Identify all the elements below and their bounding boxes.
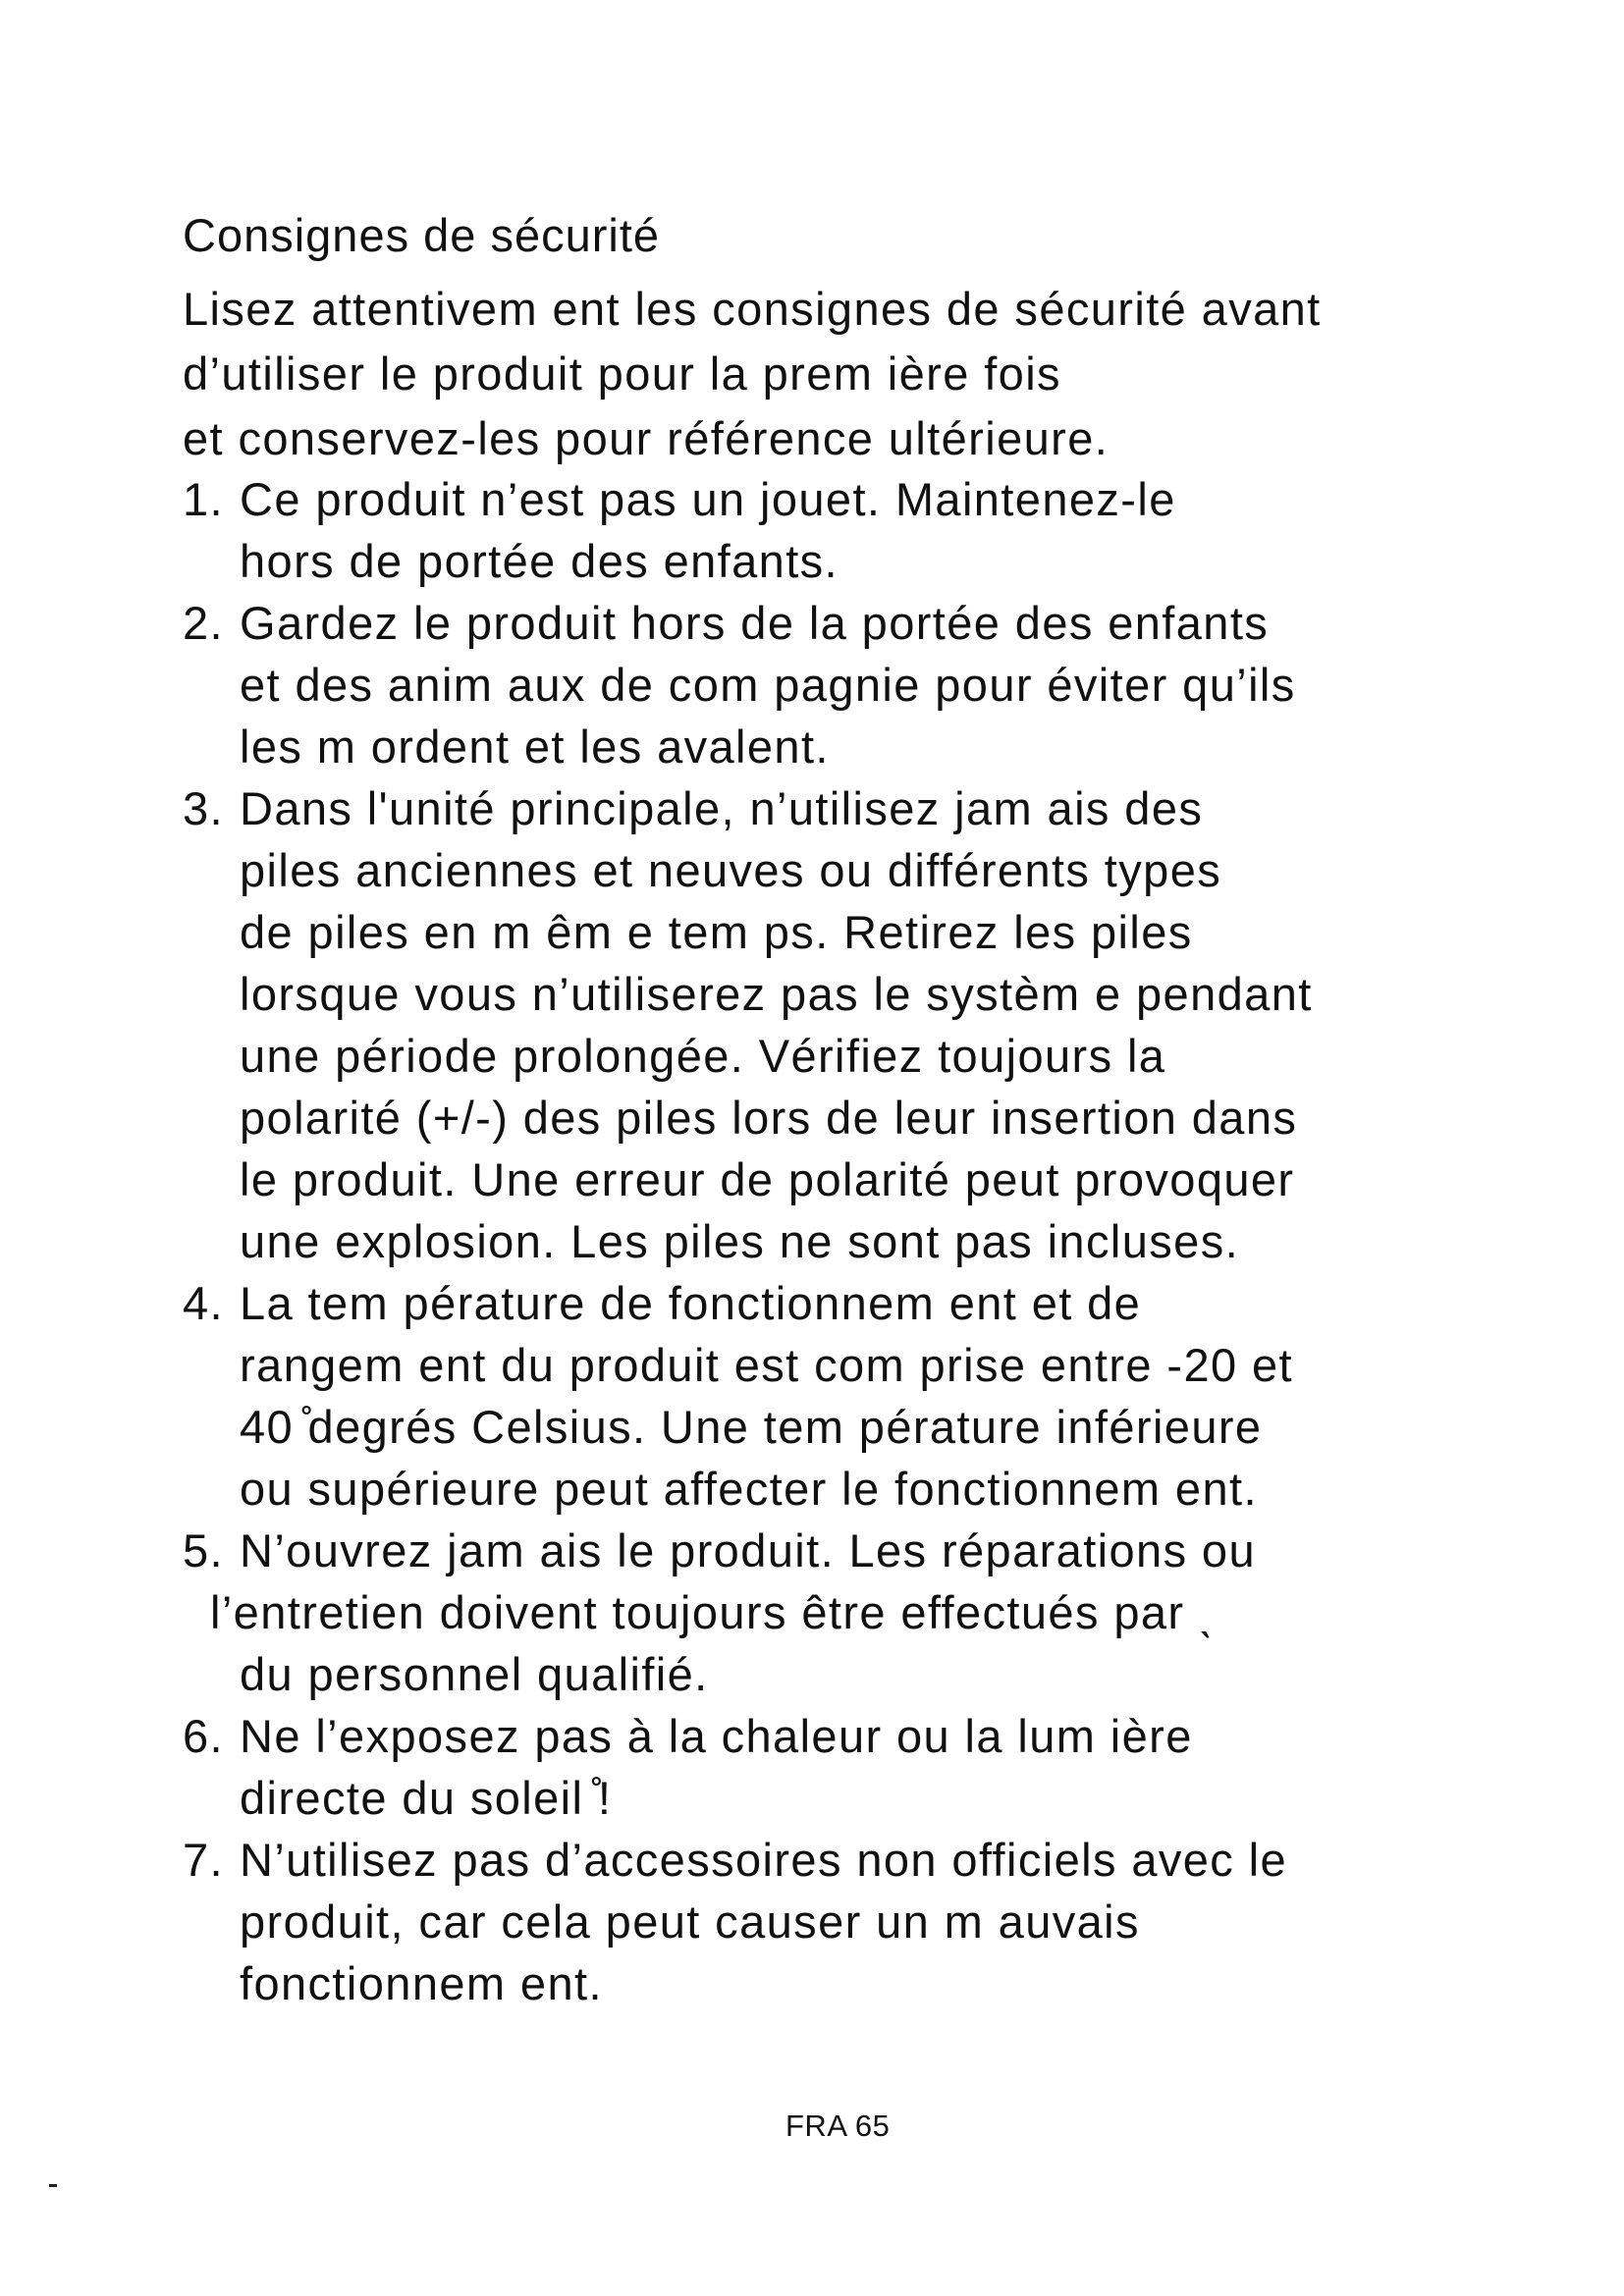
item-line: ou supérieure peut affecter le fonctionnem ent. — [240, 1463, 1258, 1515]
item-line: hors de portée des enfants. — [240, 535, 839, 587]
instruction-item-7 — [183, 1829, 1518, 2014]
intro-line: Lisez attentivem ent les consignes de sécurité avant — [183, 283, 1322, 335]
item-number: 7. — [183, 1834, 224, 1886]
margin-mark — [49, 2184, 57, 2187]
intro-line: d’utiliser le produit pour la prem ière fois — [183, 347, 1061, 400]
instruction-item-5 — [183, 1520, 1518, 1705]
page-number: FRA 65 — [785, 2109, 891, 2143]
item-line: N’utilisez pas d’accessoires non officiels avec le — [240, 1834, 1288, 1886]
instruction-item-4 — [183, 1272, 1518, 1520]
item-line: Gardez le produit hors de la portée des enfants — [240, 597, 1270, 649]
instruction-item-6 — [183, 1705, 1518, 1829]
item-line: les m ordent et les avalent. — [240, 721, 830, 773]
item-line: lorsque vous n’utiliserez pas le systèm e pendant — [240, 968, 1313, 1020]
item-line: La tem pérature de fonctionnem ent et de — [240, 1277, 1142, 1329]
item-line: Ne l’exposez pas à la chaleur ou la lum ière — [240, 1710, 1193, 1762]
item-line: le produit. Une erreur de polarité peut provoquer — [240, 1153, 1295, 1205]
item-number: 3. — [183, 782, 224, 834]
item-number: 1. — [183, 473, 224, 525]
item-line: une période prolongée. Vérifiez toujours la — [240, 1030, 1166, 1082]
item-number: 4. — [183, 1277, 224, 1329]
item-line: fonctionnem ent. — [240, 1957, 603, 2009]
item-line: Ce produit n’est pas un jouet. Maintenez-le — [240, 473, 1176, 525]
item-line: de piles en m êm e tem ps. Retirez les piles — [240, 906, 1193, 958]
item-line: Dans l'unité principale, n’utilisez jam ais des — [240, 782, 1204, 834]
item-line: produit, car cela peut causer un m auvais — [240, 1896, 1140, 1948]
instruction-item-1 — [183, 468, 1518, 592]
item-line: N’ouvrez jam ais le produit. Les réparations ou — [240, 1524, 1257, 1576]
section-title: Consignes de sécurité — [183, 209, 661, 261]
safety-instructions-list — [183, 468, 1518, 2014]
item-line: du personnel qualifié. — [240, 1648, 709, 1700]
item-line: 40 ̊degrés Celsius. Une tem pérature inférieure — [240, 1401, 1263, 1453]
item-number: 5. — [183, 1524, 224, 1576]
item-line: l’entretien doivent toujours être effectués par ˎ — [210, 1586, 1216, 1638]
item-number: 6. — [183, 1710, 224, 1762]
item-line: polarité (+/-) des piles lors de leur insertion dans — [240, 1092, 1298, 1144]
item-line: et des anim aux de com pagnie pour éviter qu’ils — [240, 659, 1296, 711]
item-line: piles anciennes et neuves ou différents types — [240, 844, 1222, 896]
instruction-item-2 — [183, 592, 1518, 777]
item-line: une explosion. Les piles ne sont pas incluses. — [240, 1215, 1240, 1267]
item-number: 2. — [183, 597, 224, 649]
instruction-item-3 — [183, 777, 1518, 1272]
intro-line: et conservez-les pour référence ultérieure. — [183, 412, 1110, 464]
item-line: directe du soleil ̊! — [240, 1772, 613, 1824]
intro-paragraph — [183, 277, 1498, 471]
item-line: rangem ent du produit est com prise entre -20 et — [240, 1339, 1294, 1391]
